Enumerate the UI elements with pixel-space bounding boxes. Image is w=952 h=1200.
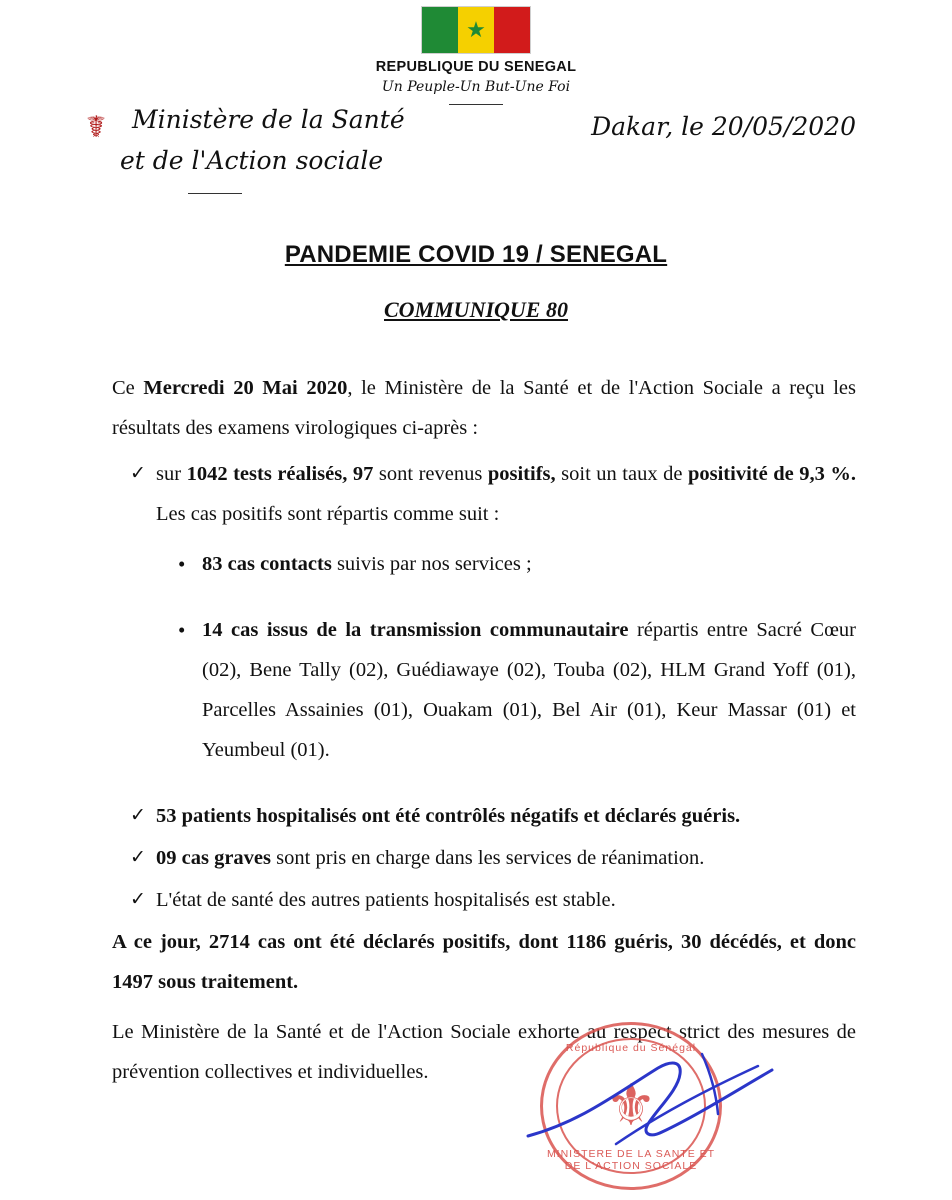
flag-band-green — [422, 7, 458, 53]
stamp-bottom-text: MINISTERE DE LA SANTE ET DE L'ACTION SOCIALE — [546, 1148, 716, 1172]
intro-date: Mercredi 20 Mai 2020 — [143, 377, 348, 399]
community-cases-locations: répartis entre Sacré Cœur (02), Bene Tally (02), Guédiawaye (02), Touba (02), HLM Grand Yoff (01), Parcelles Assainies (01), Ouakam (01), Bel Air (01), Keur Massar (01) et Yeumbeul (01). — [202, 618, 856, 761]
ministry-line-1: Ministère de la Santé — [132, 105, 405, 134]
ministry-divider — [188, 193, 242, 194]
contact-cases-count: 83 cas contacts — [202, 552, 332, 575]
community-cases-count: 14 cas issus de la transmission communautaire — [202, 618, 629, 641]
cumulative-summary — [112, 923, 856, 1003]
ministry-block — [86, 105, 516, 194]
coat-of-arms-block — [0, 6, 952, 105]
page-title: PANDEMIE COVID 19 / SENEGAL — [284, 241, 668, 268]
list-item-contact-cases — [156, 545, 856, 585]
official-stamp — [540, 1022, 722, 1190]
contact-cases-rest: suivis par nos services ; — [331, 552, 532, 575]
intro-rest: , le Ministère de la Santé et de l'Action Sociale a reçu les résultats des examens virologiques ci-après : — [112, 377, 856, 439]
document-header — [0, 0, 952, 215]
document-body — [112, 369, 856, 1093]
intro-paragraph — [112, 369, 856, 449]
list-item-stable — [112, 881, 856, 921]
results-check-list — [112, 455, 856, 771]
case-breakdown-list — [156, 545, 856, 771]
stamp-area — [0, 1010, 952, 1200]
flag-band-red — [494, 7, 530, 53]
cumulative-summary-text: A ce jour, 2714 cas ont été déclarés positifs, dont 1186 guéris, 30 décédés, et donc 1497 sous traitement. — [112, 930, 856, 993]
tests-mid: sont revenus — [373, 462, 488, 485]
tests-end: Les cas positifs sont répartis comme suit : — [156, 502, 500, 525]
list-item-tests — [112, 455, 856, 771]
list-item-severe — [112, 839, 856, 879]
stable-text: L'état de santé des autres patients hospitalisés est stable. — [156, 888, 616, 911]
tests-pre: sur — [156, 462, 187, 485]
document-date: Dakar, le 20/05/2020 — [591, 112, 856, 141]
lion-emblem-icon: ⚜ — [605, 1073, 657, 1138]
severe-cases-count: 09 cas graves — [156, 846, 272, 869]
tests-mid-2: soit un taux de — [555, 462, 688, 485]
tests-positive: positifs, — [487, 462, 556, 485]
tests-positivity-rate: positivité de 9,3 %. — [687, 462, 857, 485]
status-check-list — [112, 797, 856, 921]
republic-name: REPUBLIQUE DU SENEGAL — [375, 59, 577, 75]
communique-subtitle: COMMUNIQUE 80 — [384, 297, 568, 322]
caduceus-icon: ☤ — [86, 111, 107, 144]
national-motto: Un Peuple-Un But-Une Foi — [381, 79, 571, 95]
flag-star-icon: ★ — [466, 17, 486, 42]
ministry-line-2: et de l'Action sociale — [120, 146, 384, 175]
stamp-top-text: République du Sénégal — [565, 1042, 697, 1054]
intro-lead: Ce — [112, 377, 144, 399]
closing-paragraph: Le Ministère de la Santé et de l'Action Sociale exhorte au respect strict des mesures de prévention collectives et individuelles. — [112, 1020, 856, 1083]
tests-figures: 1042 tests réalisés, 97 — [186, 462, 374, 485]
severe-cases-rest: sont pris en charge dans les services de réanimation. — [271, 846, 705, 869]
cured-text: 53 patients hospitalisés ont été contrôlés négatifs et déclarés guéris. — [156, 804, 741, 827]
senegal-flag-icon — [421, 6, 531, 54]
list-item-community-cases — [156, 611, 856, 771]
list-item-cured — [112, 797, 856, 837]
